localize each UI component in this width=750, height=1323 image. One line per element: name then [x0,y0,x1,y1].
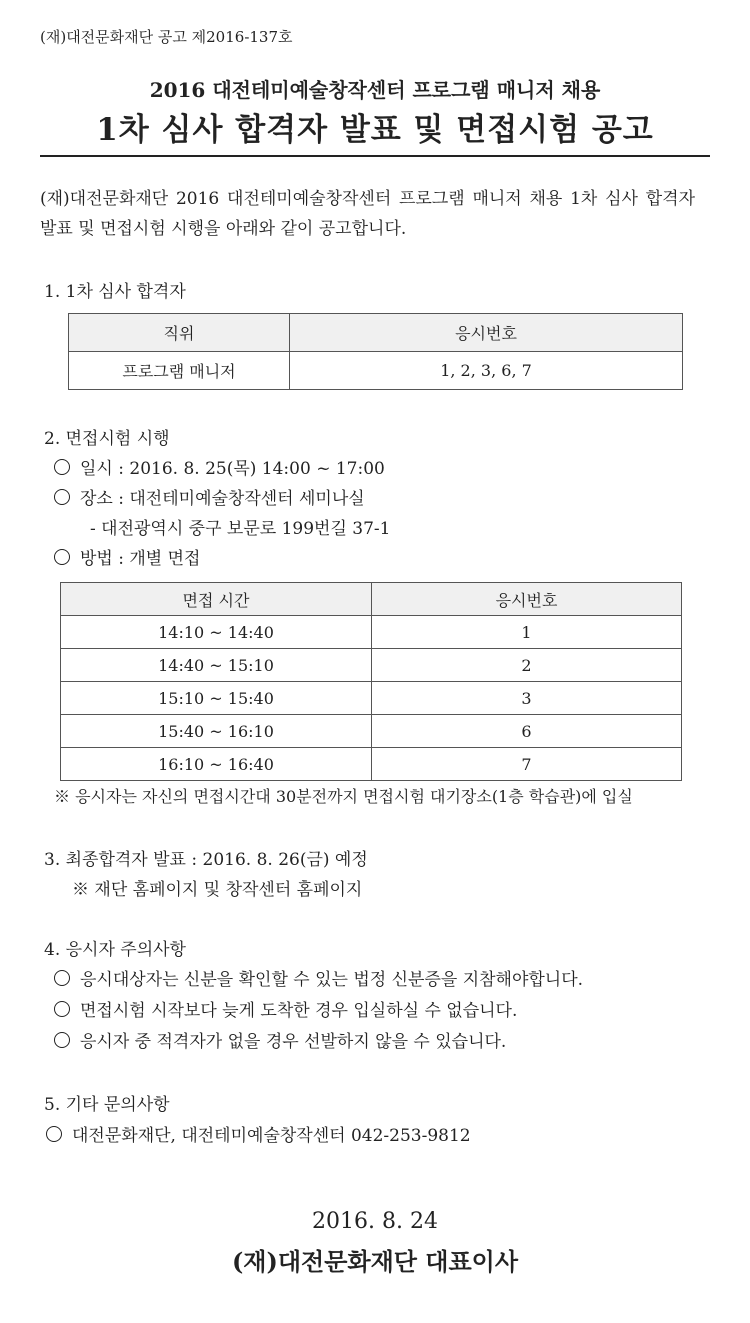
cell-number: 2 [372,649,682,682]
column-header-position: 직위 [69,314,290,352]
final-announcement-note: ※ 재단 홈페이지 및 창작센터 홈페이지 [72,880,363,900]
interview-place-text: 장소 : 대전테미예술창작센터 세미나실 [80,489,365,509]
cell-time: 14:10 ~ 14:40 [61,616,372,649]
cell-applicant-numbers: 1, 2, 3, 6, 7 [290,352,683,390]
contact-text: 대전문화재단, 대전테미예술창작센터 042-253-9812 [72,1126,471,1146]
interview-place [54,484,365,509]
interview-method-text: 방법 : 개별 면접 [80,549,201,569]
contact-info [46,1121,471,1146]
column-header-applicant-number: 응시번호 [290,314,683,352]
section-1-heading: 1. 1차 심사 합격자 [44,282,186,302]
circle-bullet-icon [54,1001,70,1017]
cell-position: 프로그램 매니저 [69,352,290,390]
cell-time: 16:10 ~ 16:40 [61,748,372,781]
table-row [61,616,682,649]
cell-time: 15:40 ~ 16:10 [61,715,372,748]
notice-number: (재)대전문화재단 공고 제2016-137호 [40,28,293,46]
interview-date [54,454,385,479]
circle-bullet-icon [54,1032,70,1048]
column-header-applicant-number: 응시번호 [372,583,682,616]
signature: (재)대전문화재단 대표이사 [231,1247,519,1276]
caution-text: 응시대상자는 신분을 확인할 수 있는 법정 신분증을 지참해야합니다. [80,970,584,990]
section-3-heading: 3. 최종합격자 발표 : 2016. 8. 26(금) 예정 [44,850,368,870]
interview-note: ※ 응시자는 자신의 면접시간대 30분전까지 면접시험 대기장소(1층 학습관)에 입실 [54,787,633,806]
intro-paragraph: (재)대전문화재단 2016 대전테미예술창작센터 프로그램 매니저 채용 1차 심사 합격자 발표 및 면접시험 시행을 아래와 같이 공고합니다. [40,189,695,239]
circle-bullet-icon [54,970,70,986]
table-row [61,715,682,748]
cell-number: 7 [372,748,682,781]
passers-table [68,313,683,390]
cell-number: 1 [372,616,682,649]
document-subtitle: 2016 대전테미예술창작센터 프로그램 매니저 채용 [149,78,601,102]
table-row [61,748,682,781]
table-header-row [61,583,682,616]
table-row [69,352,683,390]
section-4-heading: 4. 응시자 주의사항 [44,940,186,960]
circle-bullet-icon [46,1126,62,1142]
circle-bullet-icon [54,489,70,505]
interview-method [54,544,200,569]
table-header-row [69,314,683,352]
table-row [61,682,682,715]
cell-time: 14:40 ~ 15:10 [61,649,372,682]
interview-schedule-table [60,582,682,781]
circle-bullet-icon [54,459,70,475]
caution-item-2 [54,996,517,1021]
document-title: 1차 심사 합격자 발표 및 면접시험 공고 [96,112,654,148]
cell-number: 3 [372,682,682,715]
caution-item-1 [54,965,583,990]
cell-number: 6 [372,715,682,748]
section-2-heading: 2. 면접시험 시행 [44,429,170,449]
interview-address: - 대전광역시 중구 보문로 199번길 37-1 [90,519,391,539]
section-5-heading: 5. 기타 문의사항 [44,1095,170,1115]
interview-date-text: 일시 : 2016. 8. 25(목) 14:00 ~ 17:00 [80,459,385,479]
cell-time: 15:10 ~ 15:40 [61,682,372,715]
title-divider [40,155,710,157]
circle-bullet-icon [54,549,70,565]
table-row [61,649,682,682]
caution-text: 응시자 중 적격자가 없을 경우 선발하지 않을 수 있습니다. [80,1032,507,1052]
caution-item-3 [54,1027,506,1052]
caution-text: 면접시험 시작보다 늦게 도착한 경우 입실하실 수 없습니다. [80,1001,518,1021]
column-header-interview-time: 면접 시간 [61,583,372,616]
announcement-date: 2016. 8. 24 [312,1209,438,1234]
